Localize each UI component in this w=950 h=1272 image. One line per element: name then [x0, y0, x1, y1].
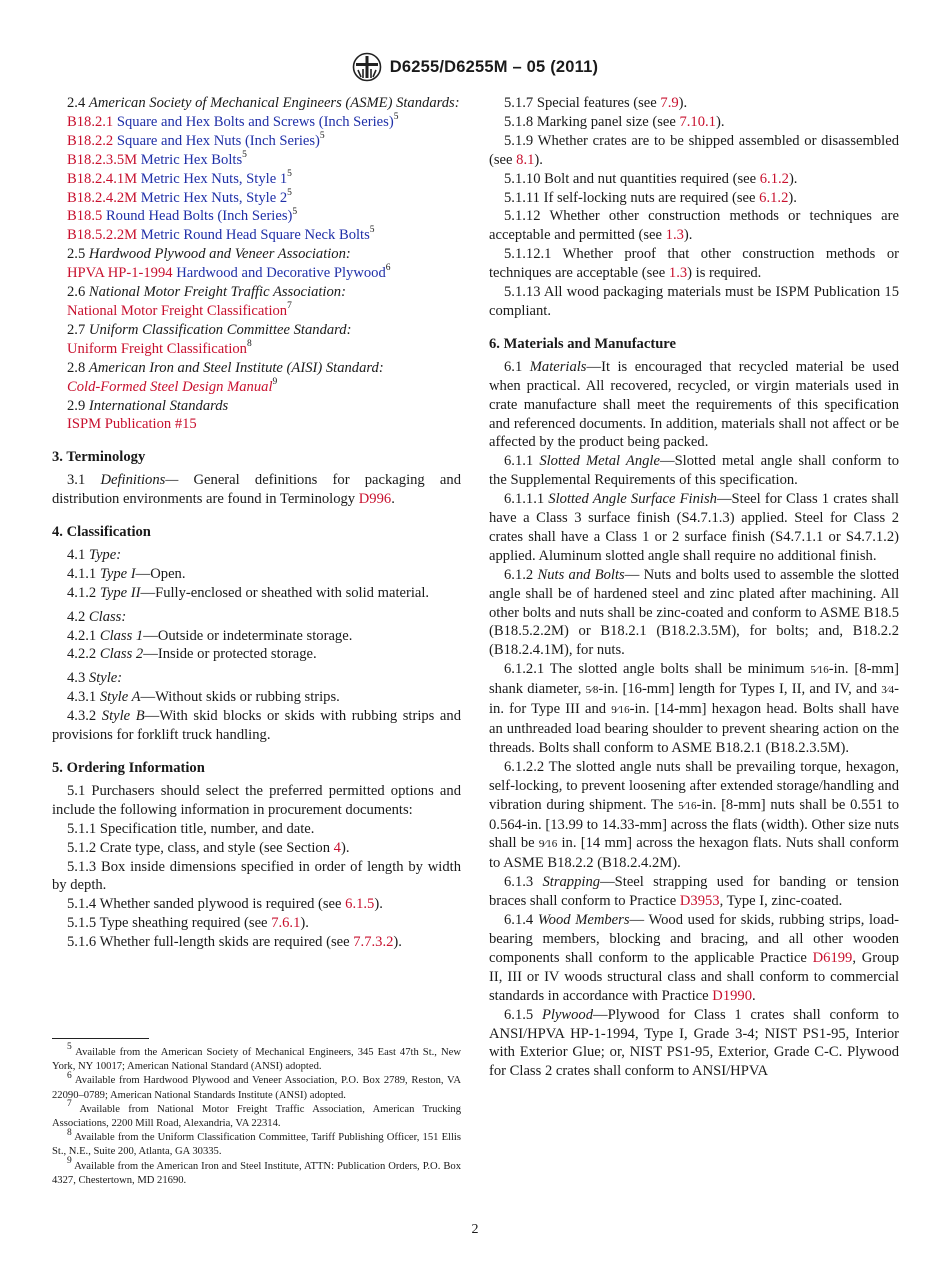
reference-link[interactable]: 1.3	[665, 227, 684, 244]
reference-link[interactable]: 1.3	[668, 265, 688, 282]
paragraph: 5.1.2 Crate type, class, and style (see Section 4).	[67, 839, 350, 856]
astm-logo-icon	[352, 52, 382, 82]
paragraph: 6.1.4 Wood Members— Wood used for skids, rubbing strips, load-bearing members, blocking and bracing, and all other wooden components shall conform to the applicable Practice D6199, Group II, III or IV woods structural class and shall conform to commercial standards in accordance with Practice D1990.	[489, 912, 899, 1004]
paragraph: 5.1.3 Box inside dimensions specified in order of length by width by depth.	[52, 858, 461, 894]
asme-reference-list	[52, 113, 461, 245]
paragraph: 6.1.2.1 The slotted angle bolts shall be minimum 5⁄16-in. [8-mm] shank diameter, 5⁄8-in. [16-mm] length for Types I, II, and IV, and 3⁄4-in. for Type III and 9⁄16-in. [14-mm] hexagon head. Bolts shall have an unthreaded load bearing shoulder to prevent shearing action on the threads. Bolts shall conform to ASME B18.2.1 (B18.2.3.5M).	[489, 661, 899, 756]
reference-item[interactable]: National Motor Freight Classification$^7$	[67, 301, 292, 319]
paragraph: 5.1.13 All wood packaging materials must be ISPM Publication 15 compliant.	[489, 284, 899, 319]
section-2-6: 2.6 National Motor Freight Traffic Association:	[67, 284, 346, 301]
section-heading: 5. Ordering Information	[52, 760, 205, 776]
reference-link[interactable]: D3953	[679, 893, 720, 910]
reference-link[interactable]: D1990	[712, 987, 753, 1004]
reference-item[interactable]: HPVA HP-1-1994 Hardwood and Decorative Plywood$^6$	[67, 263, 391, 282]
footnote: $^7$ Available from National Motor Freight Traffic Association, American Trucking Associations, 2200 Mill Road, Alexandria, VA 22314.	[52, 1099, 461, 1130]
reference-link[interactable]: 7.9	[660, 95, 679, 111]
reference-link[interactable]: 4	[333, 839, 341, 856]
footnote: $^9$ Available from the American Iron and Steel Institute, ATTN: Publication Orders, P.O. Box 4327, Chestertown, MD 21690.	[52, 1156, 461, 1186]
page-number: 2	[471, 1222, 479, 1237]
paragraph: 6.1.1 Slotted Metal Angle—Slotted metal angle shall conform to the Supplemental Requirements of this specification.	[489, 453, 899, 489]
paragraph: 5.1.8 Marking panel size (see 7.10.1).	[504, 113, 725, 130]
paragraph: 5.1 Purchasers should select the preferred permitted options and include the following information in procurement documents:	[52, 782, 461, 818]
paragraph: 6.1.3 Strapping—Steel strapping used for banding or tension braces shall conform to Practice D3953, Type I, zinc-coated.	[489, 874, 899, 910]
paragraph: 6.1.1.1 Slotted Angle Surface Finish—Steel for Class 1 crates shall have a Class 3 surface finish (S4.7.1.3) applied. Steel for Class 2 crates shall have a Class 1 or 2 surface finish (S4.7.1.1 or S4.7.1.2) applied. Aluminum slotted angle shall require no additional finish.	[489, 491, 899, 564]
footnote: $^5$ Available from the American Society of Mechanical Engineers, 345 East 47th St., New York, NY 10017; American National Standard (ANSI) adopted.	[52, 1042, 461, 1073]
paragraph: 6.1 Materials—It is encouraged that recycled material be used when practical. All recovered, recycled, or virgin materials used in crate manufacture shall meet the requirements of this specification and referenced documents. In addition, materials shall not affect or be affected by the product being packed.	[489, 358, 899, 451]
paragraph: 5.1.12 Whether other construction methods or techniques are acceptable and permitted (see 1.3).	[489, 208, 899, 244]
paragraph: 5.1.9 Whether crates are to be shipped assembled or disassembled (see 8.1).	[489, 132, 899, 168]
paragraph: 4.2 Class:	[67, 608, 127, 625]
paragraph: 5.1.1 Specification title, number, and date.	[67, 820, 315, 837]
paragraph: 4.2.1 Class 1—Outside or indeterminate storage.	[67, 627, 353, 644]
paragraph: 5.1.4 Whether sanded plywood is required (see 6.1.5).	[67, 896, 383, 913]
footnote: $^8$ Available from the Uniform Classification Committee, Tariff Publishing Officer, 151 Ellis St., N.E., Suite 200, Atlanta, GA 30335.	[52, 1127, 461, 1158]
section-heading: 4. Classification	[52, 524, 151, 541]
paragraph: 6.1.2 Nuts and Bolts— Nuts and bolts used to assemble the slotted angle shall be of hardened steel and zinc plated after machining. All other bolts and nuts shall be zinc-coated and conform to ASME B18.5 (B18.5.2.2M) or B18.2.1 (B18.2.3.5M), for bolts; and, B18.2.2 (B18.2.4.1M), for nuts.	[489, 566, 899, 659]
reference-item[interactable]: Cold-Formed Steel Design Manual$^9$	[67, 376, 278, 395]
section-2-8: 2.8 American Iron and Steel Institute (AISI) Standard:	[67, 359, 384, 376]
reference-item[interactable]: B18.2.1 Square and Hex Bolts and Screws (Inch Series)$^5$	[67, 112, 399, 130]
reference-link[interactable]: 7.10.1	[679, 113, 716, 130]
section-2-4: 2.4 American Society of Mechanical Engineers (ASME) Standards:	[67, 95, 460, 111]
paragraph: 6.1.2.2 The slotted angle nuts shall be prevailing torque, hexagon, self-locking, to prevent loosening after extended storage/handling and vibration during shipment. The 5⁄16-in. [8-mm] nuts shall be 0.551 to 0.564-in. [13.99 to 14.33-mm] across the flats (width). Other size nuts shall be 9⁄16 in. [14 mm] across the hexagon flats. Nuts shall conform to ASME B18.2.2 (B18.2.4.2M).	[489, 758, 899, 872]
reference-item[interactable]: B18.5.2.2M Metric Round Head Square Neck Bolts$^5$	[67, 225, 375, 244]
footnotes	[52, 1042, 461, 1188]
paragraph: 4.3.1 Style A—Without skids or rubbing strips.	[67, 689, 340, 706]
reference-item[interactable]: B18.5 Round Head Bolts (Inch Series)$^5$	[67, 206, 298, 225]
paragraph: 5.1.11 If self-locking nuts are required (see 6.1.2).	[504, 189, 797, 206]
paragraph: 5.1.7 Special features (see 7.9).	[504, 95, 688, 111]
paragraph: 4.1.1 Type I—Open.	[67, 565, 186, 582]
paragraph: 6.1.5 Plywood—Plywood for Class 1 crates shall conform to ANSI/HPVA HP-1-1994, Type I, Grade 3-4; NIST PS1-95, Interior with Exterior Glue; or, NIST PS1-95, Exterior, Grade C-C. Plywood for Class 2 crates shall conform to ANSI/HPVA	[489, 1006, 899, 1080]
paragraph: 4.3.2 Style B—With skid blocks or skids with rubbing strips and provisions for forklift truck handling.	[52, 708, 461, 744]
left-column	[52, 94, 461, 952]
page-header	[0, 52, 950, 82]
reference-link[interactable]: 7.7.3.2	[353, 934, 394, 951]
paragraph: 5.1.6 Whether full-length skids are required (see 7.7.3.2).	[67, 934, 402, 951]
footnote-divider	[52, 1038, 149, 1039]
section-2-5: 2.5 Hardwood Plywood and Veneer Association:	[67, 246, 351, 263]
reference-item[interactable]: ISPM Publication #15	[67, 416, 197, 433]
paragraph: 4.1 Type:	[67, 546, 122, 563]
footnote: $^6$ Available from Hardwood Plywood and Veneer Association, P.O. Box 2789, Reston, VA 22090–0789; American National Standards Institute (ANSI) adopted.	[52, 1070, 461, 1101]
paragraph: 5.1.5 Type sheathing required (see 7.6.1).	[67, 915, 309, 932]
reference-item[interactable]: Uniform Freight Classification$^8$	[67, 338, 252, 357]
reference-link[interactable]: D6199	[812, 949, 853, 966]
section-2-7: 2.7 Uniform Classification Committee Standard:	[67, 321, 352, 338]
section-heading: 6. Materials and Manufacture	[489, 335, 676, 352]
paragraph: 5.1.12.1 Whether proof that other construction methods or techniques are acceptable (see 1.3) is required.	[489, 246, 899, 282]
paragraph: 4.1.2 Type II—Fully-enclosed or sheathed with solid material.	[67, 584, 430, 601]
reference-link[interactable]: 6.1.5	[345, 896, 375, 913]
reference-item[interactable]: B18.2.4.1M Metric Hex Nuts, Style $1^5$	[67, 168, 292, 187]
reference-item[interactable]: B18.2.3.5M Metric Hex Bolts$^5$	[67, 149, 247, 168]
document-id: D6255/D6255M – 05 (2011)	[389, 57, 599, 76]
paragraph: 4.3 Style:	[67, 670, 123, 687]
right-column	[489, 94, 899, 1081]
section-heading: 3. Terminology	[52, 449, 146, 466]
reference-link[interactable]: 6.1.2	[759, 189, 789, 206]
section-2-9: 2.9 International Standards	[67, 397, 229, 414]
reference-link[interactable]: 6.1.2	[759, 170, 789, 187]
paragraph: 3.1 Definitions— General definitions for packaging and distribution environments are found in Terminology D996.	[52, 472, 462, 508]
reference-item[interactable]: B18.2.2 Square and Hex Nuts (Inch Series)$^5$	[67, 130, 325, 149]
paragraph: 5.1.10 Bolt and nut quantities required (see 6.1.2).	[504, 170, 798, 187]
reference-link[interactable]: D996	[358, 491, 392, 508]
paragraph: 4.2.2 Class 2—Inside or protected storage.	[67, 646, 317, 663]
reference-link[interactable]: 8.1	[516, 151, 535, 168]
reference-link[interactable]: 7.6.1	[271, 915, 301, 932]
reference-item[interactable]: B18.2.4.2M Metric Hex Nuts, Style $2^5$	[67, 187, 292, 206]
